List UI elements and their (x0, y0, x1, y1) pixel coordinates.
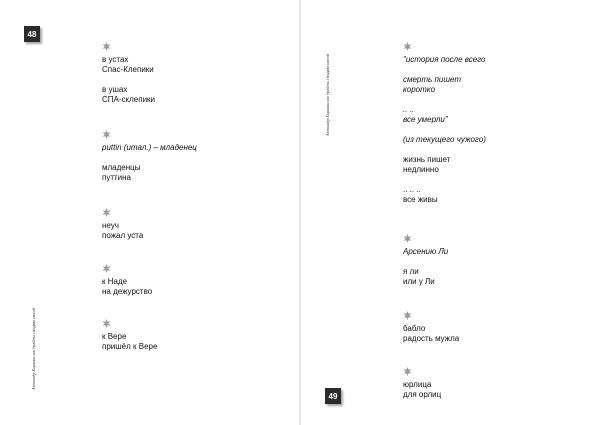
leaf-ornament-icon (403, 367, 412, 376)
verse-line: все живы (403, 195, 438, 204)
author-signature: Александр Корамыслов (31, 350, 36, 390)
stanza (102, 208, 143, 241)
leaf-ornament-icon (403, 234, 412, 243)
verse-line: я ли (403, 267, 419, 276)
verse-line: путтина (102, 173, 131, 182)
stanza (102, 264, 152, 297)
verse-line: "история после всего (403, 55, 486, 64)
stanza (403, 311, 459, 344)
stanza (403, 234, 448, 287)
verse-line: пожал уста (102, 231, 144, 240)
page-number-left: 48 (24, 26, 40, 42)
leaf-ornament-icon (102, 42, 111, 51)
verse-line: Арсению Ли (403, 247, 449, 256)
verse-line: (из текущего чужого) (403, 135, 486, 144)
verse-line: .. .. .. (403, 185, 421, 194)
stanza (403, 367, 441, 400)
verse-line: puttin (итал.) – младенец (102, 143, 197, 152)
verse-line: Спас-Клепики (102, 65, 154, 74)
leaf-ornament-icon (102, 319, 111, 328)
verse-line: пришёл к Вере (102, 342, 158, 351)
verse-line: смерть пишет (403, 75, 461, 84)
verse-line: в устах (102, 55, 129, 64)
page-gutter (299, 0, 301, 425)
verse-line: бабло (403, 324, 426, 333)
book-title: Ураблы / водам силой (325, 54, 330, 96)
verse-line: неуч (102, 221, 119, 230)
leaf-ornament-icon (102, 264, 111, 273)
leaf-ornament-icon (102, 208, 111, 217)
running-header-right (325, 54, 330, 136)
verse-line: СПА-склепики (102, 95, 156, 104)
verse-line: юрлица (403, 380, 432, 389)
verse-line: на дежурство (102, 287, 153, 296)
book-title: Ураблы / водам силой (31, 308, 36, 350)
verse-line: жизнь пишет (403, 155, 451, 164)
stanza (403, 42, 486, 205)
verse-line: все умерли" (403, 115, 448, 124)
verse-line: младенцы (102, 163, 141, 172)
verse-line: недлинно (403, 165, 439, 174)
running-header-left (31, 308, 36, 390)
page-number-right: 49 (325, 388, 341, 404)
author-signature: Александр Корамыслов (325, 96, 330, 136)
verse-line: радость мужла (403, 334, 460, 343)
leaf-ornament-icon (403, 311, 412, 320)
stanza (102, 42, 155, 105)
leaf-ornament-icon (403, 42, 412, 51)
leaf-ornament-icon (102, 130, 111, 139)
verse-line: в ушах (102, 85, 128, 94)
stanza (102, 130, 197, 183)
verse-line: для орлиц (403, 390, 442, 399)
verse-line: или у Ли (403, 277, 435, 286)
verse-line: к Вере (102, 332, 127, 341)
verse-line: к Наде (102, 277, 128, 286)
verse-line: .. .. (403, 105, 415, 114)
verse-line: коротко (403, 85, 436, 94)
stanza (102, 319, 157, 352)
